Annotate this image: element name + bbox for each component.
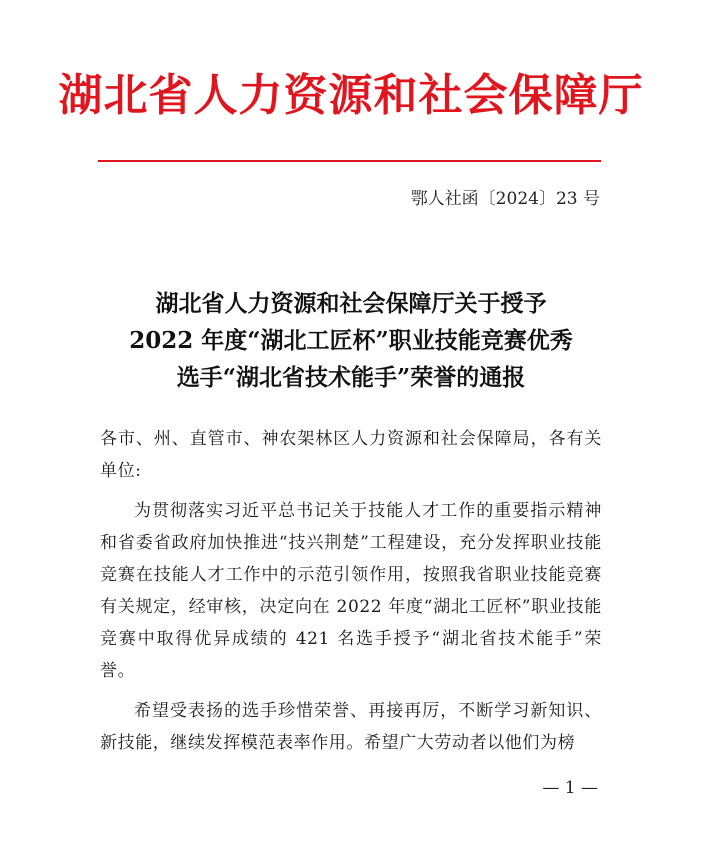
issuer-header: 湖北省人力资源和社会保障厅 (58, 70, 644, 121)
title-line: 2022 年度“湖北工匠杯”职业技能竞赛优秀 (129, 327, 573, 354)
body-paragraph: 希望受表扬的选手珍惜荣誉、再接再厉，不断学习新知识、新技能，继续发挥模范表率作用。希望广大劳动者以他们为榜 (100, 701, 602, 753)
salutation: 各市、州、直管市、神农架林区人力资源和社会保障局，各有关单位: (100, 429, 602, 481)
red-divider (98, 160, 601, 162)
page-number: — 1 — (542, 778, 598, 798)
body-paragraph: 为贯彻落实习近平总书记关于技能人才工作的重要指示精神和省委省政府加快推进“技兴荆楚”工程建设，充分发挥职业技能竞赛在技能人才工作中的示范引领作用，按照我省职业技能竞赛有关规定，经审核，决定向在 2022 年度“湖北工匠杯”职业技能竞赛中取得优异成绩的 421 名选手授予“湖北省技术能手”荣誉。 (100, 501, 602, 681)
document-number: 鄂人社函〔2024〕23 号 (410, 189, 600, 209)
document-body (100, 423, 602, 767)
title-line: 湖北省人力资源和社会保障厅关于授予 (155, 290, 547, 317)
title-line: 选手“湖北省技术能手”荣誉的通报 (176, 364, 526, 391)
document-title (80, 285, 622, 396)
